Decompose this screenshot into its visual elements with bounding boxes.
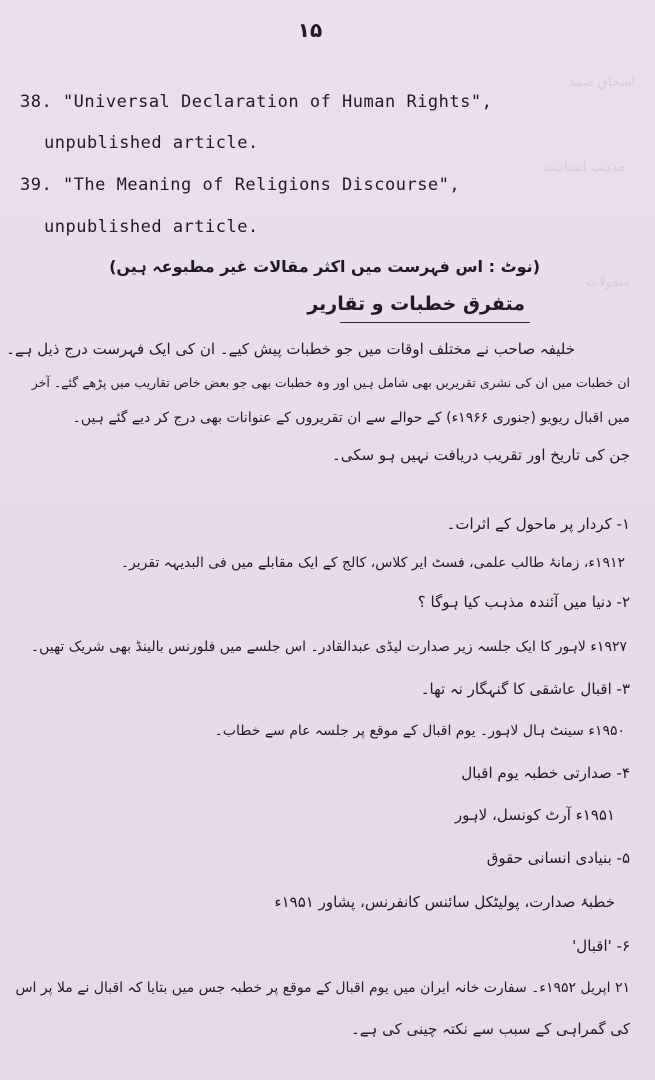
intro-line-2: ان خطبات میں ان کی نشری تقریریں بھی شامل ہیں اور وہ خطبات بھی جو بعض خاص تقاریب میں پڑھے گئے۔ آخر xyxy=(31,375,630,390)
entry-38-line2: unpublished article. xyxy=(44,133,259,153)
final-para-line-2: کی گمراہی کے سبب سے نکتہ چینی کی ہے۔ xyxy=(350,1020,630,1038)
speech-1-title: ۱- کردار پر ماحول کے اثرات۔ xyxy=(446,515,630,533)
intro-line-3: میں اقبال ریویو (جنوری ۱۹۶۶ء) کے حوالے سے ان تقریروں کے عنوانات بھی درج کر دیے گئے ہیں۔ xyxy=(72,410,630,426)
speech-2-detail: ۱۹۲۷ء لاہور کا ایک جلسہ زیر صدارت لیڈی عبدالقادر۔ اس جلسے میں فلورنس بالینڈ بھی شریک تھیں۔ xyxy=(30,639,627,655)
heading-underline xyxy=(340,322,530,323)
speech-4-detail: ۱۹۵۱ء آرٹ کونسل، لاہور xyxy=(454,806,615,824)
speech-4-title: ۴- صدارتی خطبہ یوم اقبال xyxy=(461,764,630,782)
speech-5-title: ۵- بنیادی انسانی حقوق xyxy=(486,849,630,867)
entry-39-line1: 39. "The Meaning of Religions Discourse", xyxy=(20,175,461,195)
speech-3-title: ۳- اقبال عاشقی کا گنہگار نہ تھا۔ xyxy=(420,680,630,698)
note: (نوٹ : اس فہرست میں اکثر مقالات غیر مطبوعہ ہیں) xyxy=(109,257,540,276)
entry-38-line1: 38. "Universal Declaration of Human Rights", xyxy=(20,92,493,112)
speech-1-detail: ۱۹۱۲ء، زمانۂ طالب علمی، فسٹ ایر کلاس، کالج کے ایک مقابلے میں فی البدیہہ تقریر۔ xyxy=(120,555,625,571)
entry-39-line2: unpublished article. xyxy=(44,217,259,237)
final-para-line-1: ۲۱ اپریل ۱۹۵۲ء۔ سفارت خانہ ایران میں یوم اقبال کے موقع پر خطبہ جس میں بتایا کہ اقبال نے ملا پر اس xyxy=(15,980,630,996)
speech-3-detail: ۱۹۵۰ء سینٹ ہال لاہور۔ یوم اقبال کے موقع پر جلسہ عام سے خطاب۔ xyxy=(214,723,625,739)
intro-line-1: خلیفہ صاحب نے مختلف اوقات میں جو خطبات پیش کیے۔ ان کی ایک فہرست درج ذیل ہے۔ xyxy=(6,340,575,358)
speech-5-detail: خطبۂ صدارت، پولیٹکل سائنس کانفرنس، پشاور ۱۹۵۱ء xyxy=(274,893,615,911)
page-number: ۱۵ xyxy=(297,18,323,42)
speech-6-title: ۶- 'اقبال' xyxy=(572,937,630,955)
document-page: اسحاق صمد مذہب انسانیت منقولات ۱۵ 38. "Universal Declaration of Human Rights", unpublished article. 39. "The Meaning of Religions Discourse", unpublished article. (نوٹ : اس فہرست میں اکثر مقالات غیر مطبوعہ ہیں) متفرق خطبات و تقاریر خلیفہ صاحب نے مختلف اوقات میں جو خطبات پیش کیے۔ ان کی ایک فہرست درج ذیل ہے۔ ان خطبات میں ان کی نشری تقریریں بھی شامل ہیں اور وہ خطبات بھی جو بعض خاص تقاریب میں پڑھے گئے۔ آخر میں اقبال ریویو (جنوری ۱۹۶۶ء) کے حوالے سے ان تقریروں کے عنوانات بھی درج کر دیے گئے ہیں۔ جن کی تاریخ اور تقریب دریافت نہیں ہو سکی۔ ۱- کردار پر ماحول کے اثرات۔ ۱۹۱۲ء، زمانۂ طالب علمی، فسٹ ایر کلاس، کالج کے ایک مقابلے میں فی البدیہہ تقریر۔ ۲- دنیا میں آئندہ مذہب کیا ہوگا ؟ ۱۹۲۷ء لاہور کا ایک جلسہ زیر صدارت لیڈی عبدالقادر۔ اس جلسے میں فلورنس بالینڈ بھی شریک تھیں۔ ۳- اقبال عاشقی کا گنہگار نہ تھا۔ ۱۹۵۰ء سینٹ ہال لاہور۔ یوم اقبال کے موقع پر جلسہ عام سے خطاب۔ ۴- صدارتی خطبہ یوم اقبال ۱۹۵۱ء آرٹ کونسل، لاہور ۵- بنیادی انسانی حقوق خطبۂ صدارت، پولیٹکل سائنس کانفرنس، پشاور ۱۹۵۱ء ۶- 'اقبال' ۲۱ اپریل ۱۹۵۲ء۔ سفارت خانہ ایران میں یوم اقبال کے موقع پر خطبہ جس میں بتایا کہ اقبال نے ملا پر اس کی گمراہی کے سبب سے نکتہ چینی کی ہے۔ xyxy=(0,0,655,1080)
speech-2-title: ۲- دنیا میں آئندہ مذہب کیا ہوگا ؟ xyxy=(417,593,630,611)
intro-line-4: جن کی تاریخ اور تقریب دریافت نہیں ہو سکی۔ xyxy=(331,446,630,464)
section-heading: متفرق خطبات و تقاریر xyxy=(307,293,525,315)
